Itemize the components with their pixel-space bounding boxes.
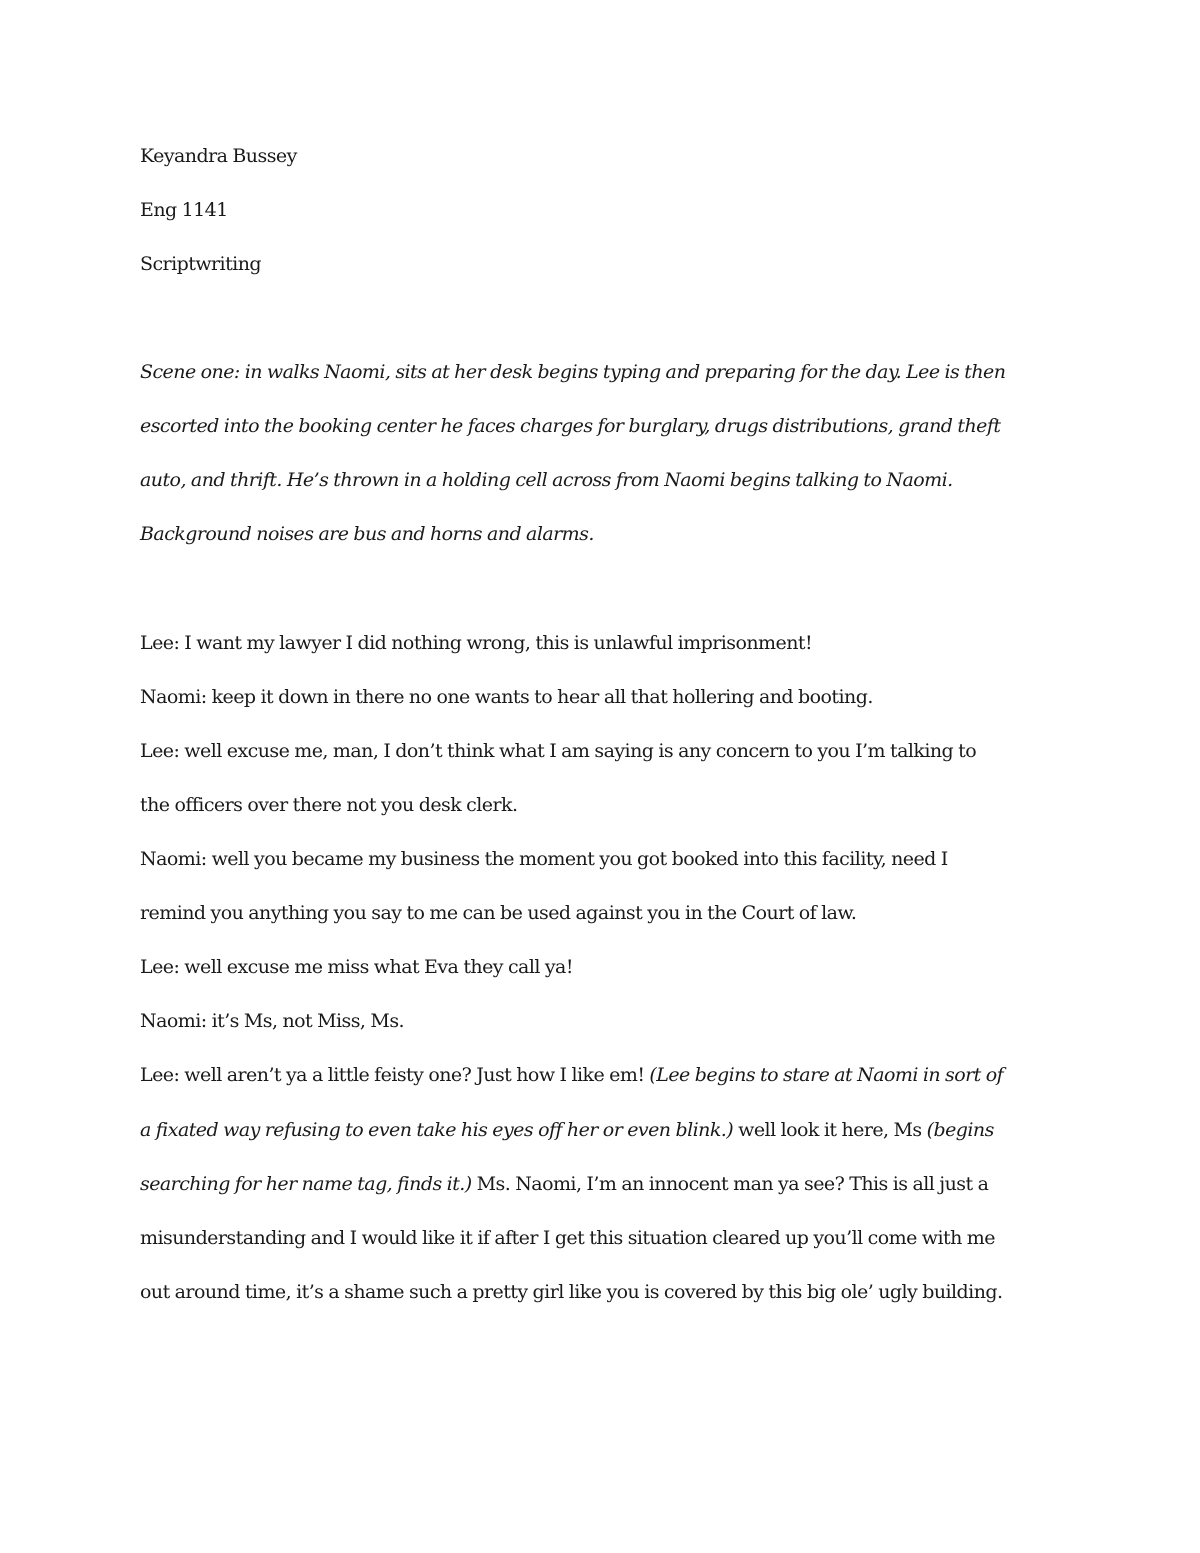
dialogue-line-naomi: Naomi: it’s Ms, not Miss, Ms. [140,1010,405,1032]
dialogue-text: Ms. Naomi, I’m an innocent man ya see? This is all just a [471,1173,989,1195]
stage-direction: searching for her name tag, finds it.) [140,1173,472,1195]
author-name: Keyandra Bussey [140,145,297,167]
dialogue-line-continuation [140,1118,1070,1142]
dialogue-line-continuation: misunderstanding and I would like it if after I get this situation cleared up you’ll come with me [140,1227,995,1249]
dialogue-line-naomi: Naomi: well you became my business the moment you got booked into this facility, need I [140,848,948,870]
dialogue-line-lee: Lee: I want my lawyer I did nothing wrong, this is unlawful imprisonment! [140,632,813,654]
dialogue-text: well look it here, Ms [733,1119,927,1141]
course-name: Eng 1141 [140,199,228,221]
document-title: Scriptwriting [140,253,261,275]
scene-description-line: Scene one: in walks Naomi, sits at her desk begins typing and preparing for the day. Lee is then [140,361,1006,383]
dialogue-line-lee [140,1063,1070,1087]
scene-description-line: Background noises are bus and horns and alarms. [140,523,594,545]
stage-direction: a fixated way refusing to even take his eyes off her or even blink.) [140,1119,734,1141]
stage-direction: (Lee begins to stare at Naomi in sort of [649,1064,1004,1086]
dialogue-text: Lee: well aren’t ya a little feisty one? Just how I like em! [140,1064,650,1086]
scene-description-line: escorted into the booking center he faces charges for burglary, drugs distributions, grand theft [140,415,1001,437]
stage-direction: (begins [926,1119,994,1141]
dialogue-line-continuation: the officers over there not you desk clerk. [140,794,518,816]
dialogue-line-continuation: remind you anything you say to me can be used against you in the Court of law. [140,902,857,924]
dialogue-line-lee: Lee: well excuse me, man, I don’t think what I am saying is any concern to you I’m talking to [140,740,977,762]
dialogue-line-lee: Lee: well excuse me miss what Eva they call ya! [140,956,573,978]
dialogue-line-naomi: Naomi: keep it down in there no one wants to hear all that hollering and booting. [140,686,873,708]
scene-description-line: auto, and thrift. He’s thrown in a holding cell across from Naomi begins talking to Naomi. [140,469,953,491]
dialogue-line-continuation [140,1172,1070,1196]
dialogue-line-continuation: out around time, it’s a shame such a pretty girl like you is covered by this big ole’ ugly building. [140,1281,1003,1303]
